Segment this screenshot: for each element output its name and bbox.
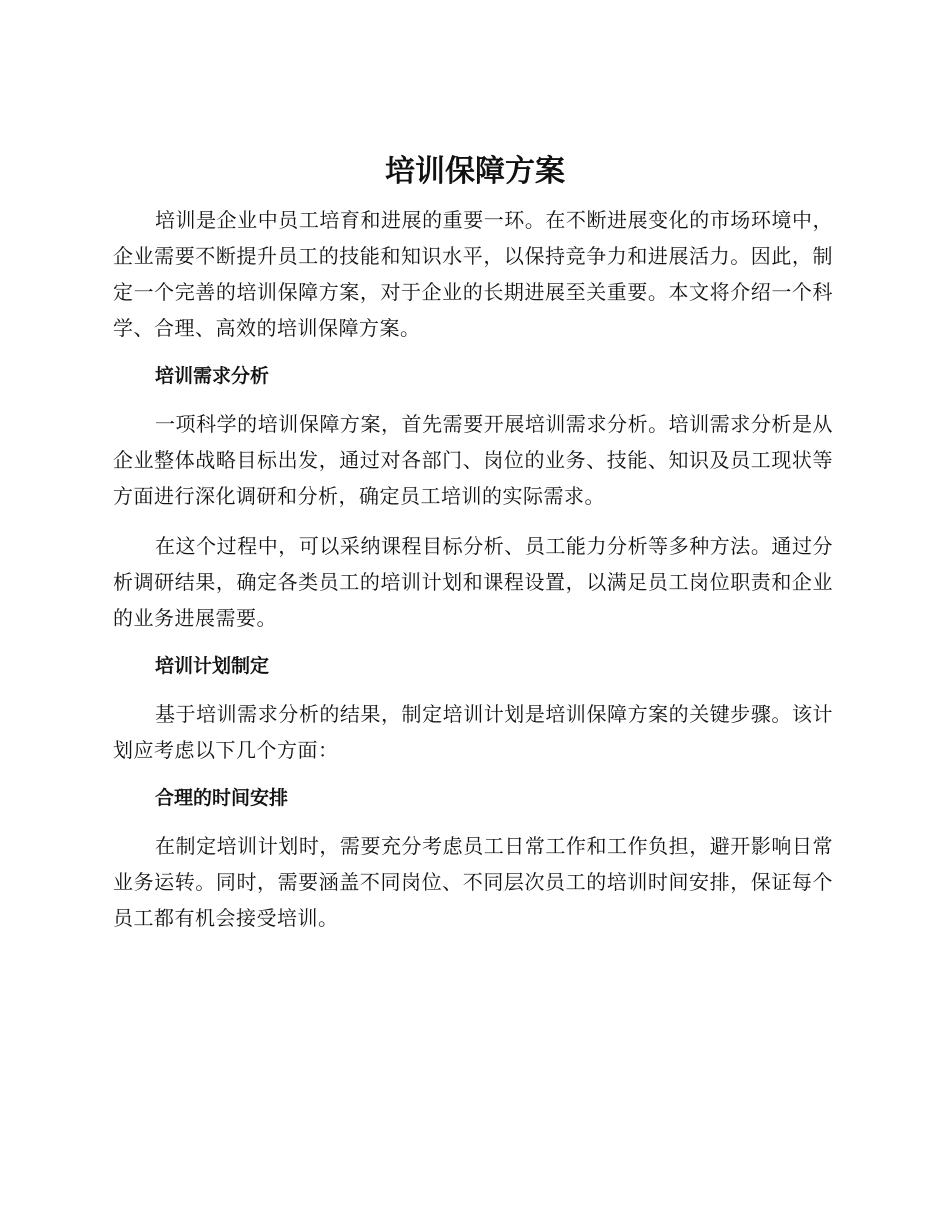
- section-heading-needs-analysis: 培训需求分析: [155, 365, 270, 387]
- section-heading-plan-formulation: 培训计划制定: [155, 655, 270, 677]
- document-title: 培训保障方案: [385, 154, 565, 189]
- needs-analysis-paragraph-2: 在这个过程中，可以采纳课程目标分析、员工能力分析等多种方法。通过分析调研结果，确定各类员工的培训计划和课程设置，以满足员工岗位职责和企业的业务进展需要。: [113, 534, 833, 630]
- document-body: [113, 202, 833, 936]
- intro-paragraph: 培训是企业中员工培育和进展的重要一环。在不断进展变化的市场环境中，企业需要不断提升员工的技能和知识水平，以保持竞争力和进展活力。因此，制定一个完善的培训保障方案，对于企业的长期进展至关重要。本文将介绍一个科学、合理、高效的培训保障方案。: [113, 208, 833, 340]
- needs-analysis-paragraph-1: 一项科学的培训保障方案，首先需要开展培训需求分析。培训需求分析是从企业整体战略目标出发，通过对各部门、岗位的业务、技能、知识及员工现状等方面进行深化调研和分析，确定员工培训的实际需求。: [113, 412, 833, 508]
- time-arrangement-paragraph: 在制定培训计划时，需要充分考虑员工日常工作和工作负担，避开影响日常业务运转。同时，需要涵盖不同岗位、不同层次员工的培训时间安排，保证每个员工都有机会接受培训。: [113, 834, 833, 930]
- section-heading-time-arrangement: 合理的时间安排: [155, 787, 289, 809]
- plan-formulation-paragraph: 基于培训需求分析的结果，制定培训计划是培训保障方案的关键步骤。该计划应考虑以下几个方面：: [113, 702, 833, 762]
